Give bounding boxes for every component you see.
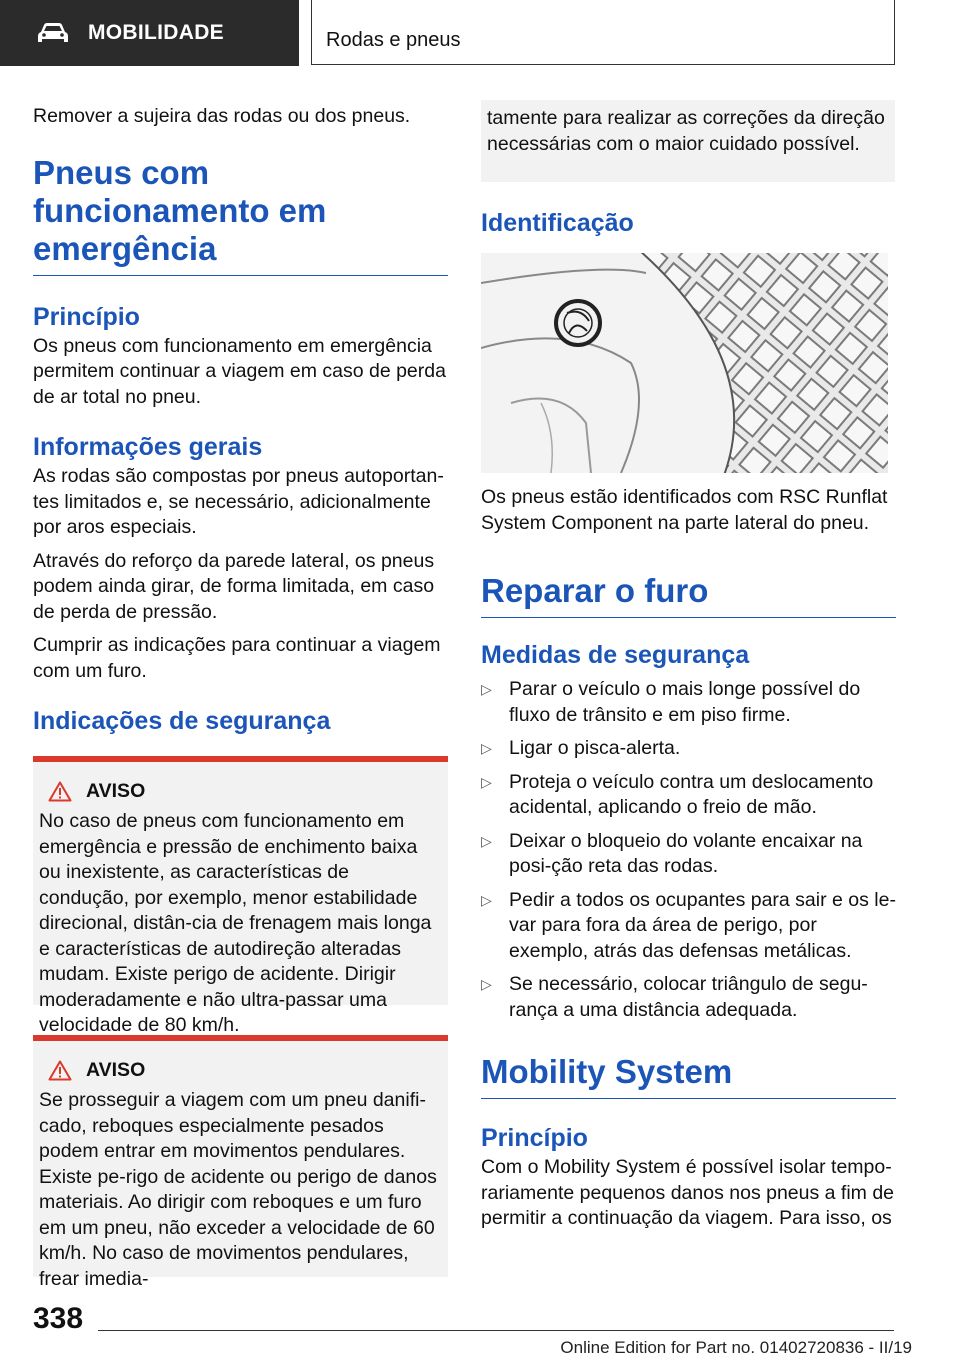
right-column <box>481 100 896 1232</box>
chapter-title: Rodas e pneus <box>326 29 461 51</box>
warning-text: Se prosseguir a viagem com um pneu danifi-cado, reboques especialmente pesados podem entrar em movimentos pendulares. Existe pe-rigo de acidente ou perigo de danos materiais. Ao dirigir com reboques e um furo em um pneu, não exceder a velocidade de 60 km/h. No caso de movimentos pendulares, frear imedia- <box>39 1089 437 1290</box>
rsc-tire-illustration <box>481 253 888 473</box>
page-header <box>0 0 960 66</box>
warning-text: No caso de pneus com funcionamento em emergência e pressão de enchimento baixa ou inexistente, as características de condução, por exemplo, menor estabilidade direcional, distân-cia de frenagem mais longa e características de autodireção alteradas mudam. Existe perigo de acidente. Dirigir moderadamente e não ultra-passar uma velocidade de 80 km/h. <box>39 810 432 1036</box>
page-number: 338 <box>33 1302 84 1335</box>
heading-mobility-principio: Princípio <box>481 1124 588 1152</box>
heading-info: Informações gerais <box>33 433 263 461</box>
principio-text: Os pneus com funcionamento em emergência permitem continuar a viagem em caso de perda de ar total no pneu. <box>33 334 446 408</box>
footer-divider <box>98 1330 894 1331</box>
info-paragraph-1: As rodas são compostas por pneus autoportan-tes limitados e, se necessário, adicionalmente por aros especiais. <box>33 465 444 538</box>
warning-triangle-icon <box>48 781 72 802</box>
heading-reparar-furo: Reparar o furo <box>481 572 896 618</box>
intro-text: Remover a sujeira das rodas ou dos pneus. <box>33 105 411 127</box>
list-item-text: Proteja o veículo contra um deslocamento acidental, aplicando o freio de mão. <box>509 770 874 818</box>
list-item-text: Pedir a todos os ocupantes para sair e os le-var para fora da área de perigo, por exemplo, atrás das defensas metálicas. <box>509 888 896 962</box>
page-footer <box>0 1290 960 1362</box>
section-tab <box>0 0 299 66</box>
warning-box-2 <box>33 1035 448 1290</box>
info-paragraph-2: Através do reforço da parede lateral, os pneus podem ainda girar, de forma limitada, em caso de perda de pressão. <box>33 549 435 623</box>
warning-continuation-text: tamente para realizar as correções da direção necessárias com o maior cuidado possível. <box>487 107 885 155</box>
list-item <box>481 829 896 880</box>
heading-mobility-system: Mobility System <box>481 1053 896 1099</box>
list-item <box>481 888 896 965</box>
warning-continuation <box>481 100 895 182</box>
tire-sidewall-image <box>481 253 888 473</box>
list-item-text: Ligar o pisca-alerta. <box>509 737 681 759</box>
list-item <box>481 972 896 1023</box>
info-paragraph-3: Cumprir as indicações para continuar a viagem com um furo. <box>33 634 441 682</box>
triangle-bullet-icon: ▷ <box>481 740 492 756</box>
list-item-text: Parar o veículo o mais longe possível do fluxo de trânsito e em piso firme. <box>509 678 861 726</box>
edition-text: Online Edition for Part no. 01402720836 - II/19 <box>560 1338 912 1357</box>
list-item <box>481 677 896 728</box>
left-column <box>33 100 448 1290</box>
heading-safety: Indicações de segurança <box>33 707 331 735</box>
list-item-text: Se necessário, colocar triângulo de segu-rança a uma distância adequada. <box>509 973 868 1021</box>
triangle-bullet-icon: ▷ <box>481 773 492 790</box>
warning-label: AVISO <box>86 780 146 802</box>
triangle-bullet-icon: ▷ <box>481 976 492 992</box>
safety-steps-list <box>481 677 896 1023</box>
list-item <box>481 770 896 821</box>
warning-triangle-icon <box>48 1060 72 1081</box>
list-item <box>481 736 896 762</box>
list-item-text: Deixar o bloqueio do volante encaixar na posi-ção reta das rodas. <box>509 829 863 877</box>
heading-principio: Princípio <box>33 302 140 331</box>
heading-medidas-seguranca: Medidas de segurança <box>481 641 750 669</box>
chapter-tab <box>311 0 895 65</box>
section-title: MOBILIDADE <box>88 21 224 44</box>
heading-identificacao: Identificação <box>481 209 634 237</box>
warning-box-1 <box>33 756 448 1036</box>
mobility-principio-text: Com o Mobility System é possível isolar tempo-rariamente pequenos danos nos pneus a fim de permitir a continuação da viagem. Para isso, os <box>481 1156 895 1229</box>
heading-runflat: Pneus com funcionamento em emergência <box>33 154 448 276</box>
triangle-bullet-icon: ▷ <box>481 891 492 908</box>
triangle-bullet-icon: ▷ <box>481 681 492 697</box>
triangle-bullet-icon: ▷ <box>481 832 492 849</box>
warning-label: AVISO <box>86 1059 146 1081</box>
identificacao-caption: Os pneus estão identificados com RSC Runflat System Component na parte lateral do pneu. <box>481 486 888 534</box>
car-icon <box>36 21 70 45</box>
